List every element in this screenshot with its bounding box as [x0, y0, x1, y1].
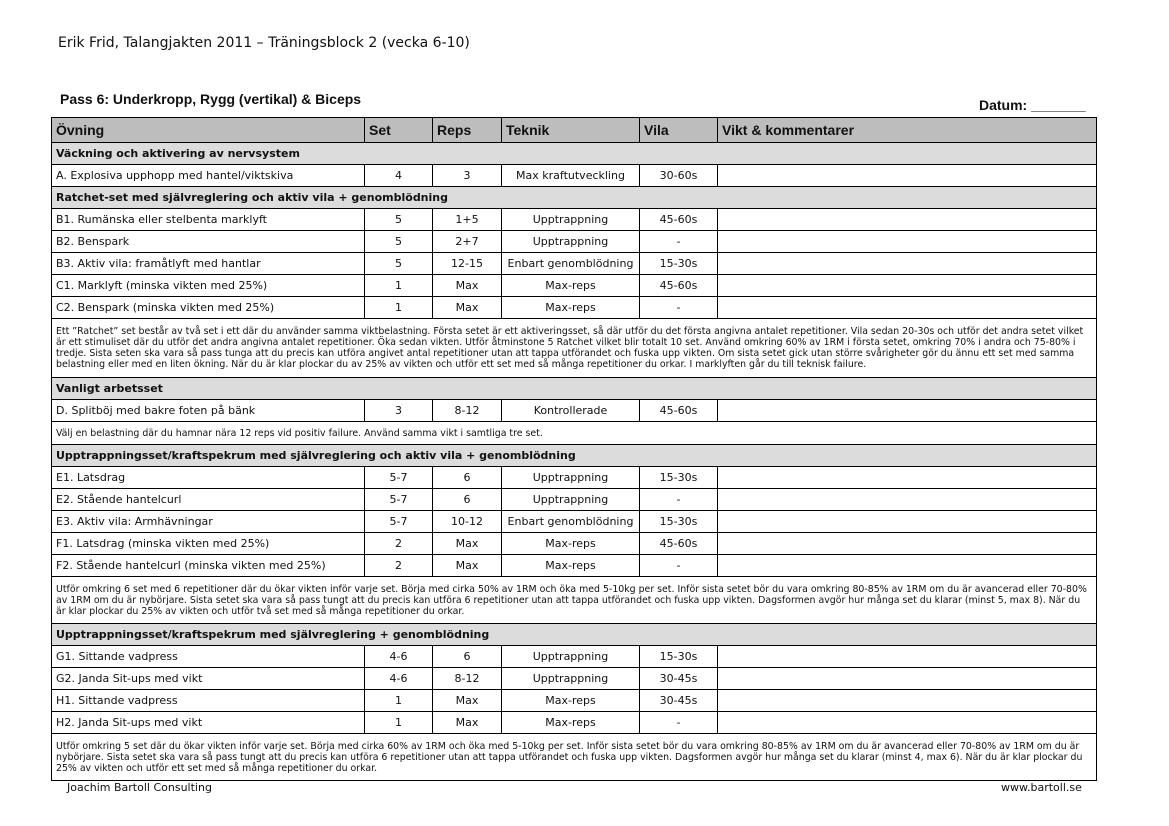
- exercise-row: [52, 400, 1097, 422]
- rest-cell: -: [640, 712, 718, 734]
- set-cell: 4: [365, 165, 433, 187]
- weight-comment-cell[interactable]: [718, 712, 1097, 734]
- column-header: Reps: [433, 118, 502, 143]
- technique-cell: Upptrappning: [502, 489, 640, 511]
- weight-comment-cell[interactable]: [718, 209, 1097, 231]
- exercise-row: [52, 253, 1097, 275]
- weight-comment-cell[interactable]: [718, 511, 1097, 533]
- rest-cell: 30-45s: [640, 690, 718, 712]
- section-title: Upptrappningsset/kraftspekrum med självreglering och aktiv vila + genomblödning: [52, 445, 1097, 467]
- rest-cell: -: [640, 231, 718, 253]
- exercise-row: [52, 533, 1097, 555]
- rest-cell: 15-30s: [640, 467, 718, 489]
- set-cell: 3: [365, 400, 433, 422]
- reps-cell: Max: [433, 712, 502, 734]
- set-cell: 1: [365, 690, 433, 712]
- weight-comment-cell[interactable]: [718, 533, 1097, 555]
- reps-cell: 2+7: [433, 231, 502, 253]
- set-cell: 4-6: [365, 646, 433, 668]
- exercise-row: [52, 165, 1097, 187]
- note-text: Ett ”Ratchet” set består av två set i ett där du använder samma viktbelastning. Första setet är ett aktiveringsset, så där utför du det första angivna antalet repetitioner. Vila sedan 20-30s och utför det andra setet vilket är ett stimuliset där du utför det andra angivna antalet repetitioner. Öka sedan vikten. Utför åtminstone 5 Ratchet vilket blir totalt 10 set. Använd omkring 60% av 1RM i första setet, omkring 70% i andra och 75-80% i tredje. Sista seten ska vara så pass tunga att du precis kan utföra angivet antal repetitioner utan att tappa utförandet och fuska upp vikten. Om sista setet gick utan större svårigheter gör du ännu ett set med samma belastning eller med en liten ökning. När du är klar plockar du av 25% av vikten och utför ett set med så många repetitioner du orkar. I marklyften går du till teknisk failure.: [52, 319, 1097, 378]
- rest-cell: 45-60s: [640, 209, 718, 231]
- exercise-row: [52, 297, 1097, 319]
- column-header: Set: [365, 118, 433, 143]
- exercise-name: E3. Aktiv vila: Armhävningar: [52, 511, 365, 533]
- technique-cell: Max-reps: [502, 533, 640, 555]
- column-header: Övning: [52, 118, 365, 143]
- reps-cell: Max: [433, 555, 502, 577]
- rest-cell: 30-60s: [640, 165, 718, 187]
- column-header: Vila: [640, 118, 718, 143]
- section-row: [52, 187, 1097, 209]
- exercise-row: [52, 275, 1097, 297]
- reps-cell: 6: [433, 646, 502, 668]
- footer-company: Joachim Bartoll Consulting: [67, 781, 212, 794]
- set-cell: 5-7: [365, 467, 433, 489]
- rest-cell: 45-60s: [640, 533, 718, 555]
- technique-cell: Upptrappning: [502, 231, 640, 253]
- exercise-name: B3. Aktiv vila: framåtlyft med hantlar: [52, 253, 365, 275]
- weight-comment-cell[interactable]: [718, 690, 1097, 712]
- weight-comment-cell[interactable]: [718, 253, 1097, 275]
- rest-cell: 45-60s: [640, 275, 718, 297]
- exercise-row: [52, 712, 1097, 734]
- exercise-name: F1. Latsdrag (minska vikten med 25%): [52, 533, 365, 555]
- technique-cell: Max-reps: [502, 690, 640, 712]
- exercise-name: F2. Stående hantelcurl (minska vikten med 25%): [52, 555, 365, 577]
- exercise-name: D. Splitböj med bakre foten på bänk: [52, 400, 365, 422]
- exercise-name: E1. Latsdrag: [52, 467, 365, 489]
- weight-comment-cell[interactable]: [718, 467, 1097, 489]
- reps-cell: 6: [433, 489, 502, 511]
- exercise-name: B1. Rumänska eller stelbenta marklyft: [52, 209, 365, 231]
- section-row: [52, 624, 1097, 646]
- technique-cell: Upptrappning: [502, 646, 640, 668]
- exercise-row: [52, 231, 1097, 253]
- table-header-row: [52, 118, 1097, 143]
- weight-comment-cell[interactable]: [718, 275, 1097, 297]
- set-cell: 1: [365, 712, 433, 734]
- rest-cell: -: [640, 489, 718, 511]
- note-row: [52, 734, 1097, 781]
- training-table: [51, 117, 1097, 781]
- technique-cell: Max-reps: [502, 297, 640, 319]
- section-title: Upptrappningsset/kraftspekrum med självreglering + genomblödning: [52, 624, 1097, 646]
- weight-comment-cell[interactable]: [718, 297, 1097, 319]
- reps-cell: 12-15: [433, 253, 502, 275]
- note-text: Utför omkring 6 set med 6 repetitioner där du ökar vikten inför varje set. Börja med cirka 50% av 1RM och öka med 5-10kg per set. Inför sista setet bör du vara omkring 80-85% av 1RM om du är avancerad eller 70-80% av 1RM om du är nybörjare. Sista setet ska vara så pass tungt att du precis kan utföra 6 repetitioner utan att tappa utförandet och fuska upp vikten. Dagsformen avgör hur många set du klarar (minst 5, max 8). När du är klar plockar du 25% av vikten och utför två set med så många repetitioner du orkar.: [52, 577, 1097, 624]
- exercise-name: A. Explosiva upphopp med hantel/viktskiva: [52, 165, 365, 187]
- exercise-row: [52, 668, 1097, 690]
- reps-cell: Max: [433, 690, 502, 712]
- rest-cell: 15-30s: [640, 511, 718, 533]
- weight-comment-cell[interactable]: [718, 231, 1097, 253]
- set-cell: 2: [365, 533, 433, 555]
- reps-cell: Max: [433, 297, 502, 319]
- note-row: [52, 422, 1097, 445]
- technique-cell: Upptrappning: [502, 668, 640, 690]
- reps-cell: Max: [433, 533, 502, 555]
- exercise-row: [52, 467, 1097, 489]
- section-row: [52, 143, 1097, 165]
- rest-cell: -: [640, 297, 718, 319]
- set-cell: 5-7: [365, 511, 433, 533]
- reps-cell: 3: [433, 165, 502, 187]
- exercise-row: [52, 489, 1097, 511]
- rest-cell: -: [640, 555, 718, 577]
- set-cell: 5-7: [365, 489, 433, 511]
- rest-cell: 15-30s: [640, 646, 718, 668]
- reps-cell: 6: [433, 467, 502, 489]
- exercise-name: E2. Stående hantelcurl: [52, 489, 365, 511]
- rest-cell: 15-30s: [640, 253, 718, 275]
- weight-comment-cell[interactable]: [718, 400, 1097, 422]
- technique-cell: Kontrollerade: [502, 400, 640, 422]
- reps-cell: 8-12: [433, 400, 502, 422]
- note-text: Utför omkring 5 set där du ökar vikten inför varje set. Börja med cirka 60% av 1RM och öka med 5-10kg per set. Inför sista setet bör du vara omkring 80-85% av 1RM om du är avancerad eller 70-80% av 1RM om du är nybörjare. Sista setet ska vara så pass tungt att du precis kan utföra 6 repetitioner utan att tappa utförandet och fuska upp vikten. Dagsformen avgör hur många set du klarar (minst 4, max 6). När du är klar plockar du 25% av vikten och utför ett set med så många repetitioner du orkar.: [52, 734, 1097, 781]
- exercise-name: C1. Marklyft (minska vikten med 25%): [52, 275, 365, 297]
- set-cell: 4-6: [365, 668, 433, 690]
- exercise-name: C2. Benspark (minska vikten med 25%): [52, 297, 365, 319]
- technique-cell: Upptrappning: [502, 467, 640, 489]
- section-row: [52, 445, 1097, 467]
- section-title: Ratchet-set med självreglering och aktiv vila + genomblödning: [52, 187, 1097, 209]
- set-cell: 5: [365, 209, 433, 231]
- exercise-row: [52, 646, 1097, 668]
- section-row: [52, 378, 1097, 400]
- date-field: Datum: _______: [979, 97, 1086, 113]
- reps-cell: Max: [433, 275, 502, 297]
- technique-cell: Enbart genomblödning: [502, 253, 640, 275]
- technique-cell: Max-reps: [502, 555, 640, 577]
- exercise-name: H2. Janda Sit-ups med vikt: [52, 712, 365, 734]
- rest-cell: 45-60s: [640, 400, 718, 422]
- set-cell: 5: [365, 253, 433, 275]
- weight-comment-cell[interactable]: [718, 489, 1097, 511]
- weight-comment-cell[interactable]: [718, 668, 1097, 690]
- footer-website: www.bartoll.se: [1001, 781, 1082, 794]
- reps-cell: 10-12: [433, 511, 502, 533]
- note-text: Välj en belastning där du hamnar nära 12 reps vid positiv failure. Använd samma vikt i samtliga tre set.: [52, 422, 1097, 445]
- exercise-row: [52, 209, 1097, 231]
- set-cell: 2: [365, 555, 433, 577]
- weight-comment-cell[interactable]: [718, 646, 1097, 668]
- exercise-row: [52, 511, 1097, 533]
- technique-cell: Max-reps: [502, 275, 640, 297]
- column-header: Vikt & kommentarer: [718, 118, 1097, 143]
- section-title: Vanligt arbetsset: [52, 378, 1097, 400]
- set-cell: 1: [365, 275, 433, 297]
- technique-cell: Max-reps: [502, 712, 640, 734]
- pass-title: Pass 6: Underkropp, Rygg (vertikal) & Biceps: [60, 91, 362, 107]
- reps-cell: 1+5: [433, 209, 502, 231]
- set-cell: 5: [365, 231, 433, 253]
- technique-cell: Upptrappning: [502, 209, 640, 231]
- exercise-name: G1. Sittande vadpress: [52, 646, 365, 668]
- document-header: Erik Frid, Talangjakten 2011 – Träningsblock 2 (vecka 6-10): [58, 35, 470, 51]
- exercise-name: B2. Benspark: [52, 231, 365, 253]
- technique-cell: Max kraftutveckling: [502, 165, 640, 187]
- exercise-row: [52, 555, 1097, 577]
- note-row: [52, 319, 1097, 378]
- note-row: [52, 577, 1097, 624]
- column-header: Teknik: [502, 118, 640, 143]
- exercise-row: [52, 690, 1097, 712]
- reps-cell: 8-12: [433, 668, 502, 690]
- table-body: [52, 143, 1097, 781]
- exercise-name: G2. Janda Sit-ups med vikt: [52, 668, 365, 690]
- weight-comment-cell[interactable]: [718, 555, 1097, 577]
- exercise-name: H1. Sittande vadpress: [52, 690, 365, 712]
- section-title: Väckning och aktivering av nervsystem: [52, 143, 1097, 165]
- technique-cell: Enbart genomblödning: [502, 511, 640, 533]
- rest-cell: 30-45s: [640, 668, 718, 690]
- weight-comment-cell[interactable]: [718, 165, 1097, 187]
- set-cell: 1: [365, 297, 433, 319]
